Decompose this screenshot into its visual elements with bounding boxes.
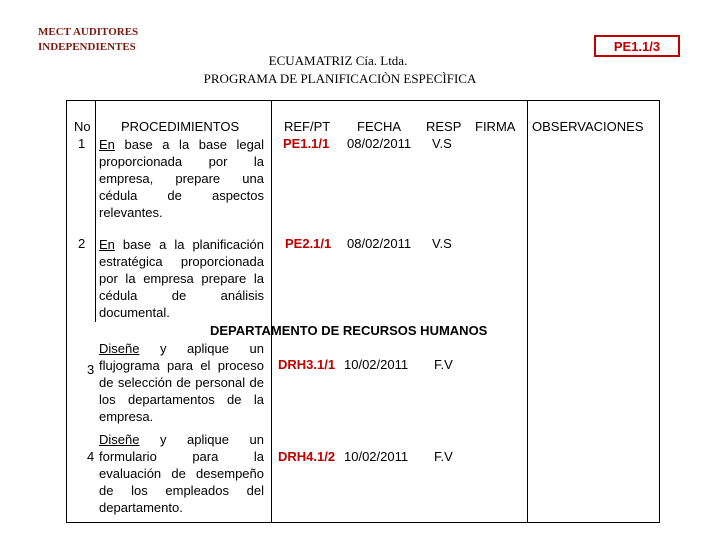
firm-logo [38, 26, 138, 54]
logo-line-2: INDEPENDIENTES [38, 41, 136, 53]
column-divider [527, 100, 528, 523]
procedure-text [99, 340, 264, 425]
row-number: 2 [78, 236, 86, 251]
procedure-lead: Diseñe [99, 341, 140, 356]
procedure-body: y aplique un flujograma para el proceso de selección de personal de los departamentos de la empresa. [99, 341, 264, 424]
header-no: No [74, 119, 91, 134]
header-signature: FIRMA [475, 119, 516, 134]
ref-code: PE1.1/1 [283, 136, 330, 151]
procedure-lead: En [99, 237, 115, 252]
date-cell: 10/02/2011 [344, 357, 409, 372]
logo-line-1: MECT AUDITORES [38, 26, 139, 38]
date-cell: 08/02/2011 [347, 136, 412, 151]
header-date: FECHA [357, 119, 402, 134]
date-cell: 08/02/2011 [347, 236, 412, 251]
header-resp: RESP [426, 119, 462, 134]
procedure-text [99, 136, 264, 221]
procedure-text [99, 431, 264, 516]
column-divider [271, 100, 272, 523]
procedure-lead: En [99, 137, 115, 152]
header-ref: REF/PT [284, 119, 331, 134]
row-number: 3 [87, 362, 95, 377]
resp-cell: V.S [432, 136, 452, 151]
page-code-badge: PE1.1/3 [594, 35, 680, 57]
row-number: 4 [87, 449, 95, 464]
ref-code: PE2.1/1 [285, 236, 332, 251]
company-title: ECUAMATRIZ Cía. Ltda. [268, 53, 408, 68]
procedure-body: base a la base legal proporcionada por la empresa, prepare una cédula de aspectos relevantes. [99, 137, 264, 220]
header-observations: OBSERVACIONES [532, 119, 644, 134]
column-divider [95, 100, 96, 322]
procedure-body: base a la planificación estratégica proporcionada por la empresa prepare la cédula de análisis documental. [99, 237, 264, 320]
ref-code: DRH3.1/1 [278, 357, 336, 372]
procedure-body: y aplique un formulario para la evaluación de desempeño de los empleados del departamento. [99, 432, 264, 515]
date-cell: 10/02/2011 [344, 449, 409, 464]
resp-cell: F.V [434, 357, 453, 372]
header-procedures: PROCEDIMIENTOS [121, 119, 240, 134]
procedure-text [99, 236, 264, 321]
resp-cell: V.S [432, 236, 452, 251]
program-title: PROGRAMA DE PLANIFICACIÒN ESPECÌFICA [203, 71, 477, 86]
row-number: 1 [78, 136, 86, 151]
resp-cell: F.V [434, 449, 453, 464]
section-heading: DEPARTAMENTO DE RECURSOS HUMANOS [210, 323, 488, 338]
ref-code: DRH4.1/2 [278, 449, 336, 464]
procedure-lead: Diseñe [99, 432, 140, 447]
